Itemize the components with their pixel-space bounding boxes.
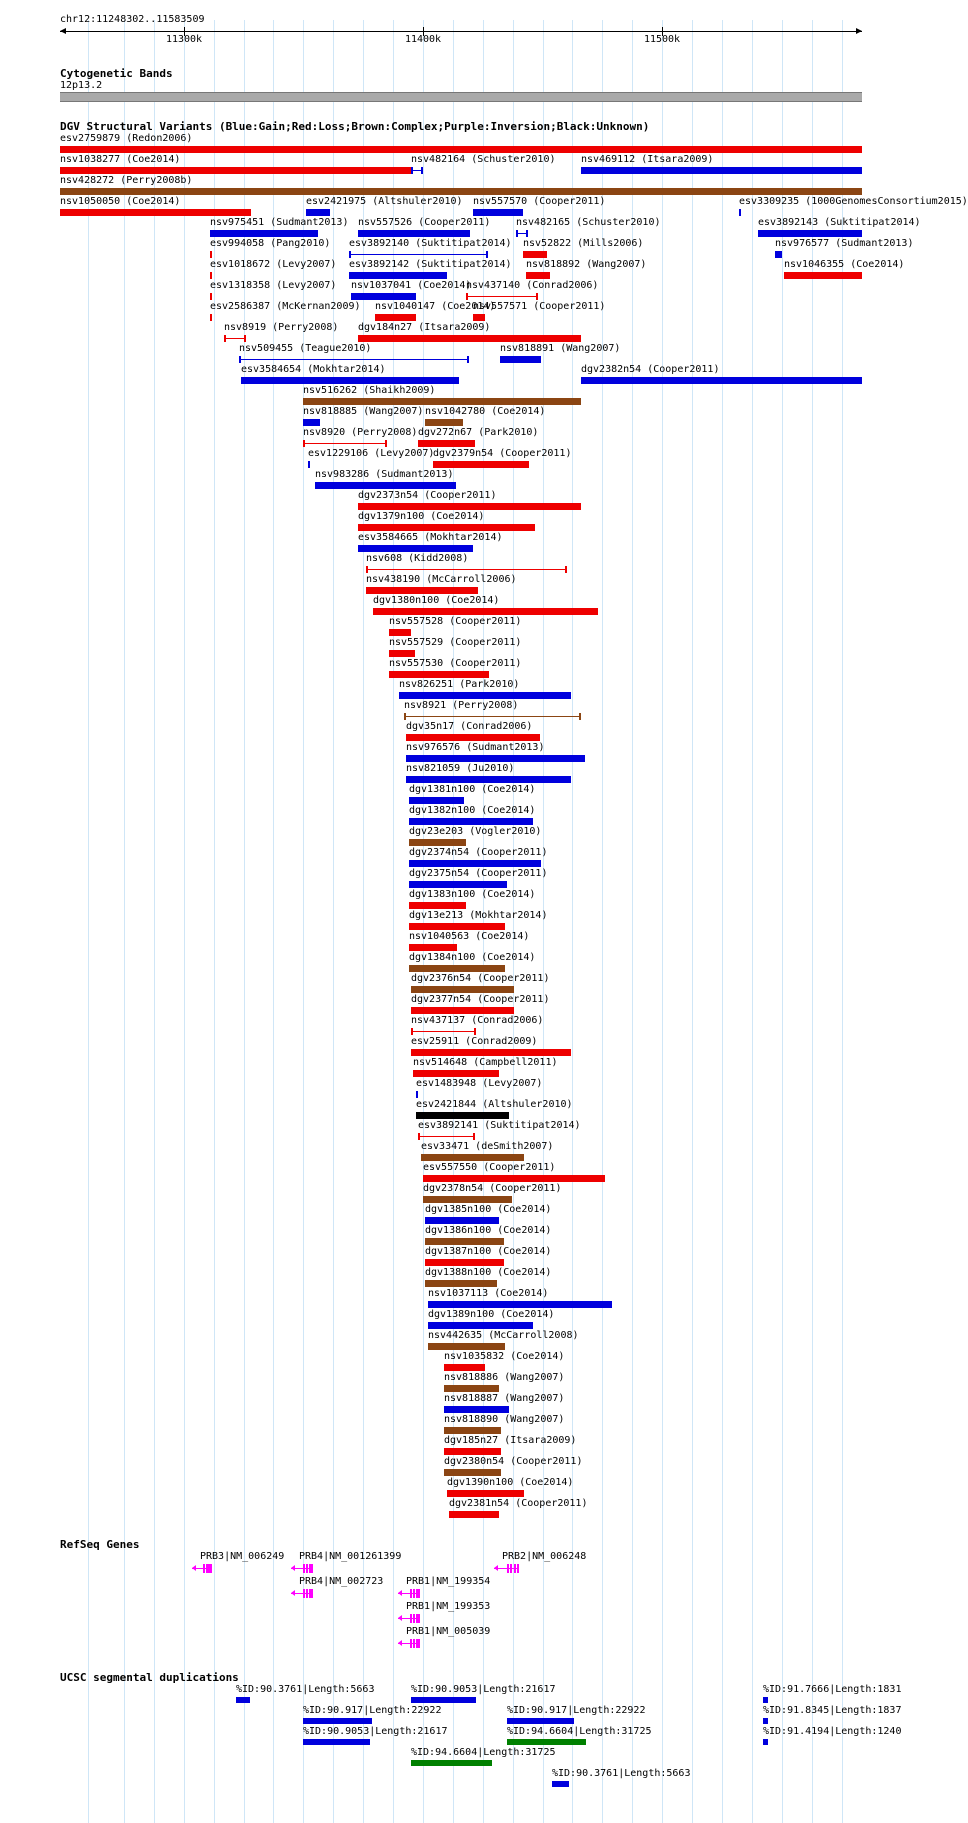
sv-bar[interactable] — [444, 1448, 501, 1455]
sv-label: esv3584665 (Mokhtar2014) — [358, 532, 503, 543]
sv-label: nsv1050050 (Coe2014) — [60, 196, 181, 207]
sv-bar[interactable] — [210, 272, 212, 279]
sv-label: dgv184n27 (Itsara2009) — [358, 322, 491, 333]
sv-label: dgv1383n100 (Coe2014) — [409, 889, 536, 900]
segdup-label: %ID:90.9053|Length:21617 — [411, 1684, 556, 1695]
sv-bar[interactable] — [406, 755, 585, 762]
segdup-label: %ID:90.9053|Length:21617 — [303, 1726, 448, 1737]
sv-bar[interactable] — [428, 1322, 533, 1329]
gene-glyph[interactable] — [398, 1639, 420, 1648]
gene-label: PRB1|NM_199354 — [406, 1576, 491, 1587]
ruler-right-arrow — [856, 28, 862, 34]
sv-bar[interactable] — [421, 1154, 524, 1161]
sv-bar[interactable] — [239, 359, 469, 360]
ruler-tick-label: 11300k — [165, 34, 203, 45]
ruler-axis — [60, 31, 862, 32]
sv-label: nsv1040563 (Coe2014) — [409, 931, 530, 942]
segdup-bar[interactable] — [507, 1718, 574, 1724]
gene-exon — [507, 1564, 509, 1573]
gene-exon — [413, 1639, 415, 1648]
ruler-tick-label: 11500k — [643, 34, 681, 45]
gridline — [812, 20, 813, 1823]
sv-bar[interactable] — [425, 1259, 504, 1266]
gene-glyph[interactable] — [291, 1564, 313, 1573]
gene-exon — [413, 1589, 415, 1598]
gene-exon — [517, 1564, 519, 1573]
sv-bar[interactable] — [425, 1280, 497, 1287]
sv-label: nsv975451 (Sudmant2013) — [210, 217, 349, 228]
sv-bar[interactable] — [349, 272, 447, 279]
sv-label: nsv1037041 (Coe2014) — [351, 280, 472, 291]
sv-label: esv1018672 (Levy2007) — [210, 259, 337, 270]
sv-bar-start — [303, 440, 305, 447]
sv-bar[interactable] — [409, 944, 457, 951]
arrow-left-icon — [398, 1615, 402, 1621]
sv-bar[interactable] — [581, 377, 862, 384]
gridline — [662, 20, 663, 1823]
sv-bar[interactable] — [60, 188, 862, 195]
sv-label: dgv272n67 (Park2010) — [418, 427, 539, 438]
gene-exon — [410, 1639, 412, 1648]
sv-label: nsv482164 (Schuster2010) — [411, 154, 556, 165]
sv-label: nsv1042780 (Coe2014) — [425, 406, 546, 417]
sv-bar[interactable] — [523, 251, 547, 258]
sv-bar-start — [224, 335, 226, 342]
sv-label: nsv437137 (Conrad2006) — [411, 1015, 544, 1026]
sv-label: nsv1038277 (Coe2014) — [60, 154, 181, 165]
sv-label: nsv608 (Kidd2008) — [366, 553, 469, 564]
sv-label: dgv1390n100 (Coe2014) — [447, 1477, 574, 1488]
sv-bar[interactable] — [500, 356, 541, 363]
sv-label: dgv35n17 (Conrad2006) — [406, 721, 533, 732]
sv-bar[interactable] — [444, 1364, 485, 1371]
segdup-bar[interactable] — [303, 1739, 370, 1745]
sv-bar[interactable] — [409, 881, 507, 888]
sv-label: esv3892141 (Suktitipat2014) — [418, 1120, 581, 1131]
gene-exon — [203, 1564, 205, 1573]
sv-bar[interactable] — [366, 587, 478, 594]
gene-exon — [510, 1564, 512, 1573]
sv-bar[interactable] — [416, 1112, 509, 1119]
gene-label: PRB3|NM_006249 — [200, 1551, 285, 1562]
arrow-left-icon — [398, 1590, 402, 1596]
sv-bar[interactable] — [241, 377, 459, 384]
sv-bar-start — [411, 167, 413, 174]
gene-exon — [413, 1614, 415, 1623]
sv-label: nsv826251 (Park2010) — [399, 679, 520, 690]
sv-label: dgv1381n100 (Coe2014) — [409, 784, 536, 795]
sv-bar-end — [474, 1028, 476, 1035]
gene-exon — [311, 1564, 313, 1573]
sv-bar[interactable] — [409, 839, 466, 846]
segdup-bar[interactable] — [507, 1739, 586, 1745]
sv-label: esv33471 (deSmith2007) — [421, 1141, 554, 1152]
sv-bar[interactable] — [409, 797, 464, 804]
sv-bar[interactable] — [224, 338, 246, 339]
segdup-label: %ID:94.6604|Length:31725 — [507, 1726, 652, 1737]
sv-label: esv3584654 (Mokhtar2014) — [241, 364, 386, 375]
gridline — [722, 20, 723, 1823]
gene-exon — [418, 1639, 420, 1648]
sv-label: dgv2381n54 (Cooper2011) — [449, 1498, 588, 1509]
gene-glyph[interactable] — [192, 1564, 212, 1573]
sv-bar[interactable] — [308, 461, 310, 468]
sv-bar[interactable] — [358, 335, 581, 342]
sv-label: nsv428272 (Perry2008b) — [60, 175, 193, 186]
gridline — [752, 20, 753, 1823]
gene-exon — [210, 1564, 212, 1573]
sv-label: esv1229106 (Levy2007) — [308, 448, 435, 459]
gene-label: PRB1|NM_005039 — [406, 1626, 491, 1637]
sv-bar[interactable] — [358, 230, 470, 237]
gene-exon — [303, 1564, 305, 1573]
sv-bar[interactable] — [358, 545, 473, 552]
sv-label: nsv1037113 (Coe2014) — [428, 1288, 549, 1299]
sv-bar-end — [385, 440, 387, 447]
sv-bar[interactable] — [409, 923, 505, 930]
sv-label: nsv514648 (Campbell2011) — [413, 1057, 558, 1068]
segdup-label: %ID:91.7666|Length:1831 — [763, 1684, 902, 1695]
sv-bar[interactable] — [210, 230, 318, 237]
sv-bar[interactable] — [411, 1049, 571, 1056]
sv-bar-end — [467, 356, 469, 363]
sv-bar[interactable] — [526, 272, 550, 279]
gene-exon — [418, 1614, 420, 1623]
sv-bar[interactable] — [581, 167, 862, 174]
sv-bar-start — [239, 356, 241, 363]
sv-bar-end — [526, 230, 528, 237]
gene-glyph[interactable] — [398, 1589, 420, 1598]
sv-bar[interactable] — [315, 482, 456, 489]
region-label: chr12:11248302..11583509 — [60, 14, 205, 25]
sv-bar[interactable] — [444, 1427, 501, 1434]
cytoband-bar[interactable] — [60, 92, 862, 102]
cytoband-label: 12p13.2 — [60, 80, 103, 91]
sv-label: esv1483948 (Levy2007) — [416, 1078, 543, 1089]
sv-bar[interactable] — [306, 209, 330, 216]
sv-bar[interactable] — [433, 461, 529, 468]
segdup-label: %ID:90.917|Length:22922 — [507, 1705, 646, 1716]
sv-label: nsv557571 (Cooper2011) — [473, 301, 606, 312]
gene-label: PRB2|NM_006248 — [502, 1551, 587, 1562]
sv-label: esv3309235 (1000GenomesConsortium2015) — [739, 196, 968, 207]
arrow-left-icon — [291, 1565, 295, 1571]
sv-label: esv2759879 (Redon2006) — [60, 133, 193, 144]
sv-label: esv2421975 (Altshuler2010) — [306, 196, 463, 207]
sv-label: nsv438190 (McCarroll2006) — [366, 574, 517, 585]
sv-bar[interactable] — [409, 965, 505, 972]
gene-label: PRB1|NM_199353 — [406, 1601, 491, 1612]
sv-bar[interactable] — [366, 569, 567, 570]
gridline — [154, 20, 155, 1823]
sv-bar-end — [579, 713, 581, 720]
sv-bar[interactable] — [466, 296, 538, 297]
segdup-bar[interactable] — [303, 1718, 372, 1724]
sv-label: dgv1385n100 (Coe2014) — [425, 1204, 552, 1215]
sv-label: nsv442635 (McCarroll2008) — [428, 1330, 579, 1341]
sv-bar[interactable] — [784, 272, 862, 279]
sv-bar[interactable] — [425, 419, 463, 426]
sv-label: nsv821059 (Ju2010) — [406, 763, 515, 774]
sv-label: nsv437140 (Conrad2006) — [466, 280, 599, 291]
sv-label: nsv1035832 (Coe2014) — [444, 1351, 565, 1362]
sv-label: esv2586387 (McKernan2009) — [210, 301, 361, 312]
gene-glyph[interactable] — [494, 1564, 519, 1573]
sv-bar-end — [486, 251, 488, 258]
segdup-bar[interactable] — [763, 1739, 768, 1745]
gene-label: PRB4|NM_002723 — [299, 1576, 384, 1587]
sv-bar[interactable] — [375, 314, 416, 321]
sv-label: esv3892142 (Suktitipat2014) — [349, 259, 512, 270]
gridline — [842, 20, 843, 1823]
cytoband-track-title: Cytogenetic Bands — [60, 67, 173, 80]
sv-bar-end — [244, 335, 246, 342]
sv-bar[interactable] — [303, 398, 581, 405]
sv-label: dgv2377n54 (Cooper2011) — [411, 994, 550, 1005]
sv-label: dgv1384n100 (Coe2014) — [409, 952, 536, 963]
gridline — [692, 20, 693, 1823]
sv-bar[interactable] — [411, 1031, 476, 1032]
gene-label: PRB4|NM_001261399 — [299, 1551, 402, 1562]
sv-label: dgv2376n54 (Cooper2011) — [411, 973, 550, 984]
gridline — [184, 20, 185, 1823]
ruler-left-arrow — [60, 28, 66, 34]
sv-bar[interactable] — [409, 902, 466, 909]
sv-bar[interactable] — [449, 1511, 499, 1518]
gene-exon — [306, 1564, 308, 1573]
sv-label: nsv469112 (Itsara2009) — [581, 154, 714, 165]
sv-bar[interactable] — [389, 650, 415, 657]
sv-bar[interactable] — [444, 1406, 509, 1413]
sv-bar[interactable] — [411, 1007, 514, 1014]
sv-bar[interactable] — [210, 314, 212, 321]
sv-bar-start — [366, 566, 368, 573]
segdup-bar[interactable] — [552, 1781, 569, 1787]
sv-bar[interactable] — [373, 608, 598, 615]
segdup-label: %ID:90.3761|Length:5663 — [236, 1684, 375, 1695]
sv-bar[interactable] — [418, 440, 475, 447]
sv-label: dgv1382n100 (Coe2014) — [409, 805, 536, 816]
gene-exon — [514, 1564, 516, 1573]
sv-label: esv1318358 (Levy2007) — [210, 280, 337, 291]
sv-label: nsv509455 (Teague2010) — [239, 343, 372, 354]
sv-bar[interactable] — [423, 1175, 605, 1182]
sv-bar[interactable] — [406, 734, 540, 741]
segdup-label: %ID:94.6604|Length:31725 — [411, 1747, 556, 1758]
sv-bar[interactable] — [389, 629, 411, 636]
sv-label: nsv1040147 (Coe2014) — [375, 301, 496, 312]
sv-bar[interactable] — [404, 716, 581, 717]
segdup-bar[interactable] — [236, 1697, 250, 1703]
sv-bar[interactable] — [60, 167, 411, 174]
sv-label: dgv2379n54 (Cooper2011) — [433, 448, 572, 459]
sv-bar-end — [473, 1133, 475, 1140]
sv-label: dgv2374n54 (Cooper2011) — [409, 847, 548, 858]
segdup-bar[interactable] — [763, 1718, 768, 1724]
sv-label: nsv818890 (Wang2007) — [444, 1414, 565, 1425]
sv-label: nsv557528 (Cooper2011) — [389, 616, 522, 627]
sv-bar[interactable] — [758, 230, 862, 237]
gene-exon — [306, 1589, 308, 1598]
sv-bar[interactable] — [303, 419, 320, 426]
sv-bar[interactable] — [409, 818, 533, 825]
sv-label: dgv1386n100 (Coe2014) — [425, 1225, 552, 1236]
sv-label: nsv983286 (Sudmant2013) — [315, 469, 454, 480]
sv-bar[interactable] — [775, 251, 782, 258]
segdup-bar[interactable] — [411, 1697, 476, 1703]
sv-bar-end — [536, 293, 538, 300]
gridline — [782, 20, 783, 1823]
gene-exon — [311, 1589, 313, 1598]
sv-label: dgv1388n100 (Coe2014) — [425, 1267, 552, 1278]
sv-bar[interactable] — [444, 1385, 499, 1392]
sv-bar[interactable] — [425, 1238, 504, 1245]
gene-exon — [410, 1589, 412, 1598]
sv-label: nsv976577 (Sudmant2013) — [775, 238, 914, 249]
sv-bar[interactable] — [358, 503, 581, 510]
sv-label: nsv818886 (Wang2007) — [444, 1372, 565, 1383]
sv-label: nsv818885 (Wang2007) — [303, 406, 424, 417]
segdup-label: %ID:90.3761|Length:5663 — [552, 1768, 691, 1779]
gridline — [88, 20, 89, 1823]
gene-exon — [418, 1589, 420, 1598]
sv-label: dgv13e213 (Mokhtar2014) — [409, 910, 548, 921]
gridline — [602, 20, 603, 1823]
sv-label: esv557550 (Cooper2011) — [423, 1162, 556, 1173]
gene-exon — [410, 1614, 412, 1623]
sv-label: dgv1389n100 (Coe2014) — [428, 1309, 555, 1320]
sv-label: dgv2382n54 (Cooper2011) — [581, 364, 720, 375]
sv-label: nsv8921 (Perry2008) — [404, 700, 519, 711]
sv-label: nsv8920 (Perry2008) — [303, 427, 418, 438]
sv-bar-start — [418, 1133, 420, 1140]
sv-bar[interactable] — [418, 1136, 475, 1137]
sv-bar[interactable] — [399, 692, 571, 699]
sv-label: dgv23e203 (Vogler2010) — [409, 826, 542, 837]
sv-label: nsv557529 (Cooper2011) — [389, 637, 522, 648]
sv-label: esv25911 (Conrad2009) — [411, 1036, 538, 1047]
gene-exon — [303, 1589, 305, 1598]
ruler-tick-label: 11400k — [404, 34, 442, 45]
arrow-left-icon — [291, 1590, 295, 1596]
sv-bar[interactable] — [413, 1070, 499, 1077]
gridline — [124, 20, 125, 1823]
sv-label: nsv1046355 (Coe2014) — [784, 259, 905, 270]
sv-bar[interactable] — [210, 293, 212, 300]
sv-label: nsv52822 (Mills2006) — [523, 238, 644, 249]
arrow-left-icon — [192, 1565, 196, 1571]
segdup-label: %ID:91.4194|Length:1240 — [763, 1726, 902, 1737]
sv-bar[interactable] — [411, 986, 514, 993]
sv-label: dgv1380n100 (Coe2014) — [373, 595, 500, 606]
sv-label: esv3892140 (Suktitipat2014) — [349, 238, 512, 249]
sv-bar[interactable] — [444, 1469, 501, 1476]
sv-bar[interactable] — [409, 860, 541, 867]
sv-bar[interactable] — [416, 1091, 418, 1098]
sv-label: nsv8919 (Perry2008) — [224, 322, 339, 333]
sv-label: dgv2373n54 (Cooper2011) — [358, 490, 497, 501]
sv-bar[interactable] — [447, 1490, 524, 1497]
sv-bar-start — [516, 230, 518, 237]
sv-bar[interactable] — [473, 314, 485, 321]
gridline — [632, 20, 633, 1823]
sv-label: esv3892143 (Suktitipat2014) — [758, 217, 921, 228]
segdup-bar[interactable] — [763, 1697, 768, 1703]
sv-label: nsv557530 (Cooper2011) — [389, 658, 522, 669]
sv-label: nsv818892 (Wang2007) — [526, 259, 647, 270]
gene-glyph[interactable] — [398, 1614, 420, 1623]
sv-label: nsv557526 (Cooper2011) — [358, 217, 491, 228]
sv-bar[interactable] — [349, 254, 488, 255]
sv-bar[interactable] — [428, 1301, 612, 1308]
sv-bar[interactable] — [425, 1217, 499, 1224]
sv-label: nsv976576 (Sudmant2013) — [406, 742, 545, 753]
gene-glyph[interactable] — [291, 1589, 313, 1598]
sv-label: nsv818891 (Wang2007) — [500, 343, 621, 354]
sv-bar-start — [349, 251, 351, 258]
segdup-label: %ID:90.917|Length:22922 — [303, 1705, 442, 1716]
sv-bar[interactable] — [423, 1196, 512, 1203]
segdup-label: %ID:91.8345|Length:1837 — [763, 1705, 902, 1716]
sv-bar-start — [411, 1028, 413, 1035]
sv-bar-end — [565, 566, 567, 573]
sv-label: nsv557570 (Cooper2011) — [473, 196, 606, 207]
sv-label: nsv818887 (Wang2007) — [444, 1393, 565, 1404]
sv-bar[interactable] — [210, 251, 212, 258]
sv-label: dgv1379n100 (Coe2014) — [358, 511, 485, 522]
sv-label: esv2421844 (Altshuler2010) — [416, 1099, 573, 1110]
sv-bar[interactable] — [428, 1343, 505, 1350]
sv-label: dgv2375n54 (Cooper2011) — [409, 868, 548, 879]
sv-bar[interactable] — [358, 524, 535, 531]
sv-label: dgv2380n54 (Cooper2011) — [444, 1456, 583, 1467]
sv-bar[interactable] — [473, 209, 523, 216]
arrow-left-icon — [398, 1640, 402, 1646]
sv-bar[interactable] — [406, 776, 571, 783]
refseq-track-title: RefSeq Genes — [60, 1538, 140, 1551]
sv-bar[interactable] — [303, 443, 387, 444]
dgv-track-title: DGV Structural Variants (Blue:Gain;Red:Loss;Brown:Complex;Purple:Inversion;Black:Unknown) — [60, 120, 650, 133]
sv-bar-end — [421, 167, 423, 174]
sv-bar[interactable] — [739, 209, 741, 216]
sv-bar[interactable] — [351, 293, 416, 300]
sv-label: dgv185n27 (Itsara2009) — [444, 1435, 577, 1446]
sv-label: nsv482165 (Schuster2010) — [516, 217, 661, 228]
sv-bar-start — [466, 293, 468, 300]
sv-bar-start — [404, 713, 406, 720]
sv-bar[interactable] — [60, 209, 251, 216]
sv-bar[interactable] — [60, 146, 862, 153]
sv-bar[interactable] — [389, 671, 489, 678]
sv-label: esv994058 (Pang2010) — [210, 238, 331, 249]
arrow-left-icon — [494, 1565, 498, 1571]
segdup-track-title: UCSC segmental duplications — [60, 1671, 239, 1684]
sv-label: dgv1387n100 (Coe2014) — [425, 1246, 552, 1257]
sv-label: dgv2378n54 (Cooper2011) — [423, 1183, 562, 1194]
segdup-bar[interactable] — [411, 1760, 492, 1766]
ruler — [0, 0, 890, 50]
sv-label: nsv516262 (Shaikh2009) — [303, 385, 436, 396]
